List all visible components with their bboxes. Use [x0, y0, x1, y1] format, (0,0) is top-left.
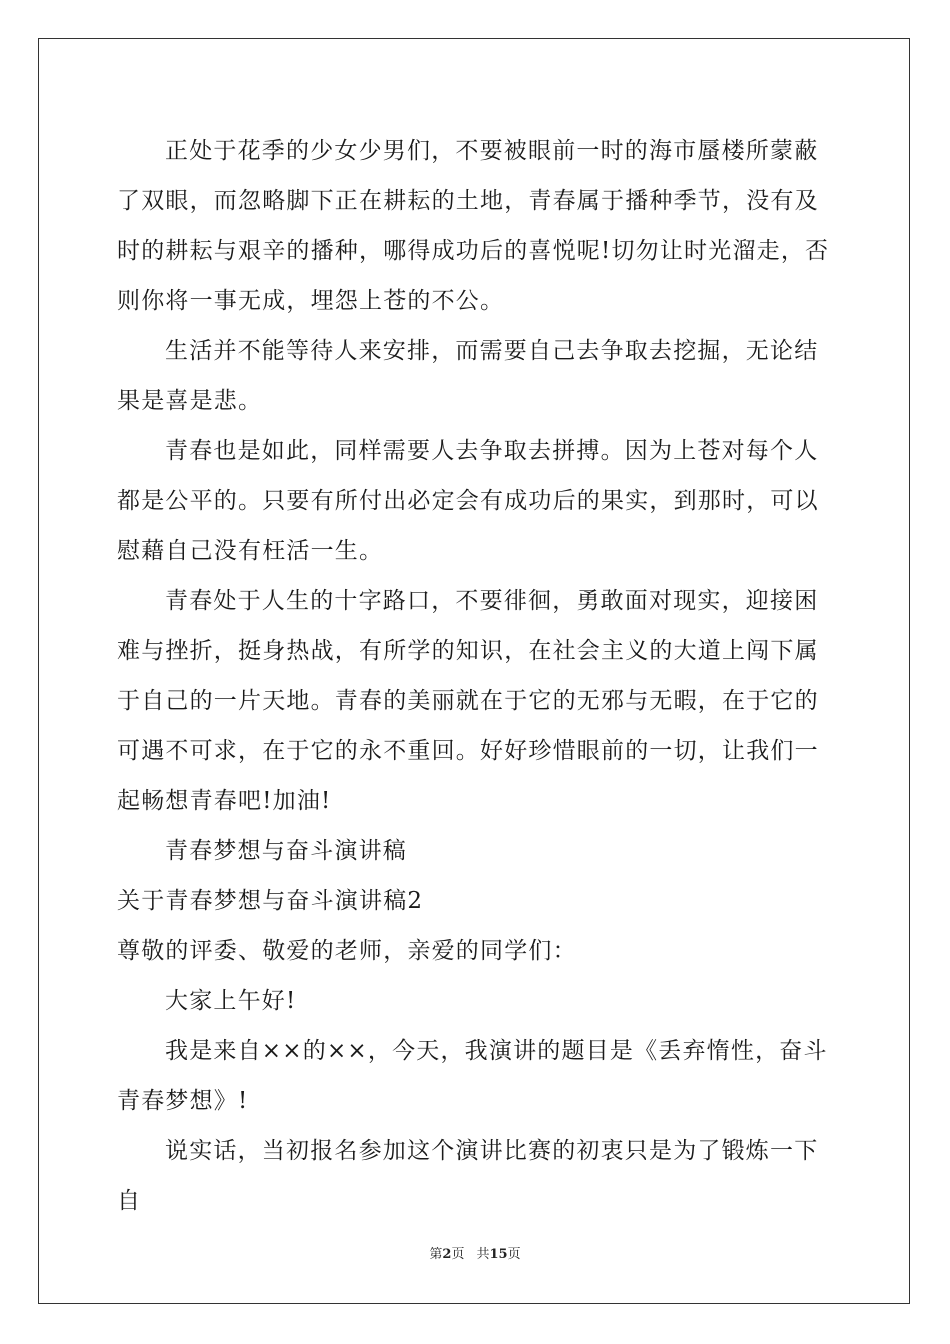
page-prefix: 第 — [429, 1247, 443, 1262]
salutation: 尊敬的评委、敬爱的老师，亲爱的同学们： — [117, 938, 577, 964]
section-title: 青春梦想与奋斗演讲稿 — [165, 838, 407, 864]
paragraph-4: 青春处于人生的十字路口，不要徘徊，勇敢面对现实，迎接困难与挫折，挺身热战，有所学的知识，在社会主义的大道上闯下属于自己的一片天地。青春的美丽就在于它的无邪与无暇，在于它的可遇不可求，在于它的永不重回。好好珍惜眼前的一切，让我们一起畅想青春吧!加油! — [117, 588, 819, 814]
total-suffix: 页 — [507, 1247, 521, 1262]
paragraph-intro: 我是来自××的××，今天，我演讲的题目是《丢弃惰性，奋斗青春梦想》! — [117, 1038, 828, 1114]
page-number: 2 — [442, 1247, 452, 1262]
page-footer — [0, 1245, 950, 1265]
paragraph-last: 说实话，当初报名参加这个演讲比赛的初衷只是为了锻炼一下自 — [117, 1138, 819, 1214]
paragraph-2: 生活并不能等待人来安排，而需要自己去争取去挖掘，无论结果是喜是悲。 — [117, 338, 819, 414]
speech-title: 关于青春梦想与奋斗演讲稿2 — [117, 888, 424, 914]
greeting: 大家上午好! — [165, 988, 297, 1014]
paragraph-1: 正处于花季的少女少男们，不要被眼前一时的海市蜃楼所蒙蔽了双眼，而忽略脚下正在耕耘的土地，青春属于播种季节，没有及时的耕耘与艰辛的播种，哪得成功后的喜悦呢!切勿让时光溜走，否则你将一事无成，埋怨上苍的不公。 — [117, 138, 830, 314]
page-suffix: 页 — [451, 1247, 465, 1262]
total-pages: 15 — [489, 1247, 508, 1262]
total-prefix: 共 — [476, 1247, 490, 1262]
document-body — [117, 126, 833, 1226]
paragraph-3: 青春也是如此，同样需要人去争取去拼搏。因为上苍对每个人都是公平的。只要有所付出必定会有成功后的果实，到那时，可以慰藉自己没有枉活一生。 — [117, 438, 819, 564]
